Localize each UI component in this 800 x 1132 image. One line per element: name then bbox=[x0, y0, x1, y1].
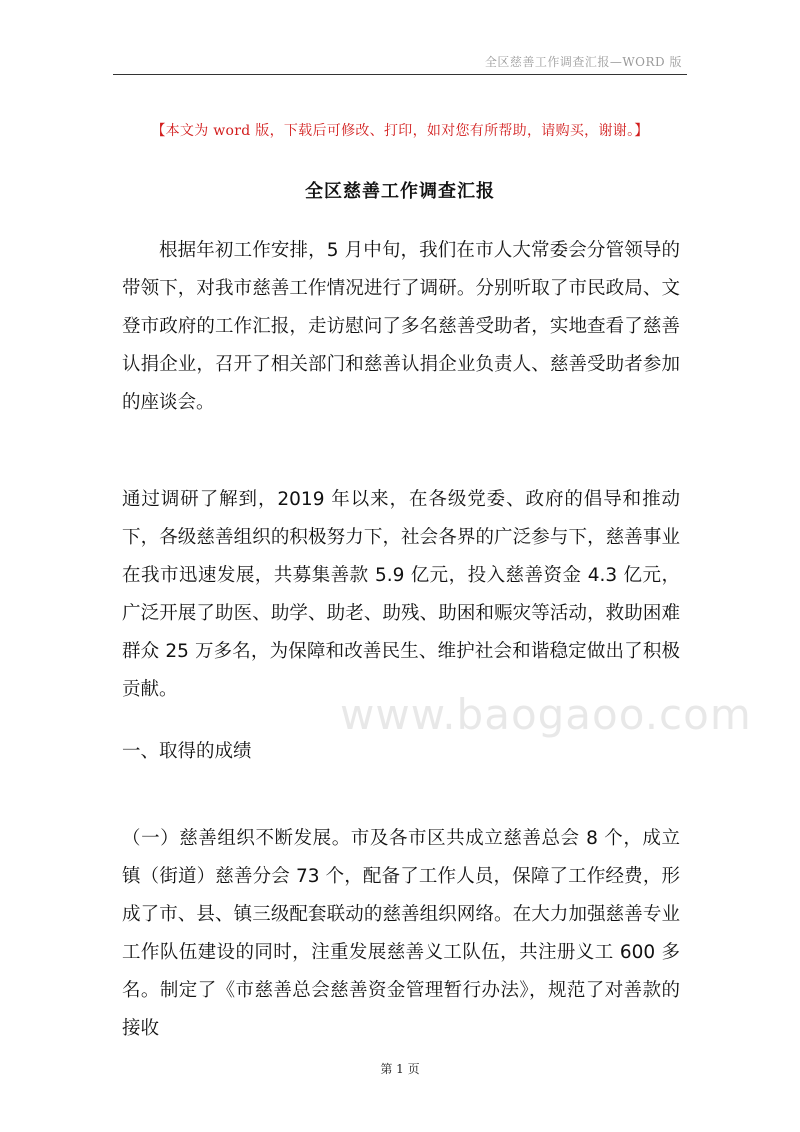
paragraph-overview: 通过调研了解到，2019 年以来，在各级党委、政府的倡导和推动下，各级慈善组织的积极努力下，社会各界的广泛参与下，慈善事业在我市迅速发展，共募集善款 5.9 亿元，投入慈善资金 4.3 亿元，广泛开展了助医、助学、助老、助残、助困和赈灾等活动，救助困难群众 25 万多名，为保障和改善民生、维护社会和谐稳定做出了积极贡献。 bbox=[122, 489, 680, 700]
watermark: www.baogaoo.com bbox=[340, 690, 752, 739]
header-divider bbox=[113, 74, 687, 75]
section-heading-achievements: 一、取得的成绩 bbox=[122, 741, 252, 762]
document-title: 全区慈善工作调查汇报 bbox=[305, 181, 495, 202]
document-header-label: 全区慈善工作调查汇报—WORD 版 bbox=[484, 55, 682, 69]
paragraph-intro: 根据年初工作安排，5 月中旬，我们在市人大常委会分管领导的带领下，对我市慈善工作情况进行了调研。分别听取了市民政局、文登市政府的工作汇报，走访慰问了多名慈善受助者，实地查看了慈善认捐企业，召开了相关部门和慈善认捐企业负责人、慈善受助者参加的座谈会。 bbox=[122, 240, 680, 413]
paragraph-organizations: （一）慈善组织不断发展。市及各市区共成立慈善总会 8 个，成立镇（街道）慈善分会 73 个，配备了工作人员，保障了工作经费，形成了市、县、镇三级配套联动的慈善组织网络。在大力加强慈善专业工作队伍建设的同时，注重发展慈善义工队伍，共注册义工 600 多名。制定了《市慈善总会慈善资金管理暂行办法》，规范了对善款的接收 bbox=[122, 828, 680, 1039]
page-number: 第 1 页 bbox=[380, 1062, 420, 1076]
download-notice: 【本文为 word 版，下载后可修改、打印，如对您有所帮助，请购买，谢谢。】 bbox=[151, 123, 649, 139]
